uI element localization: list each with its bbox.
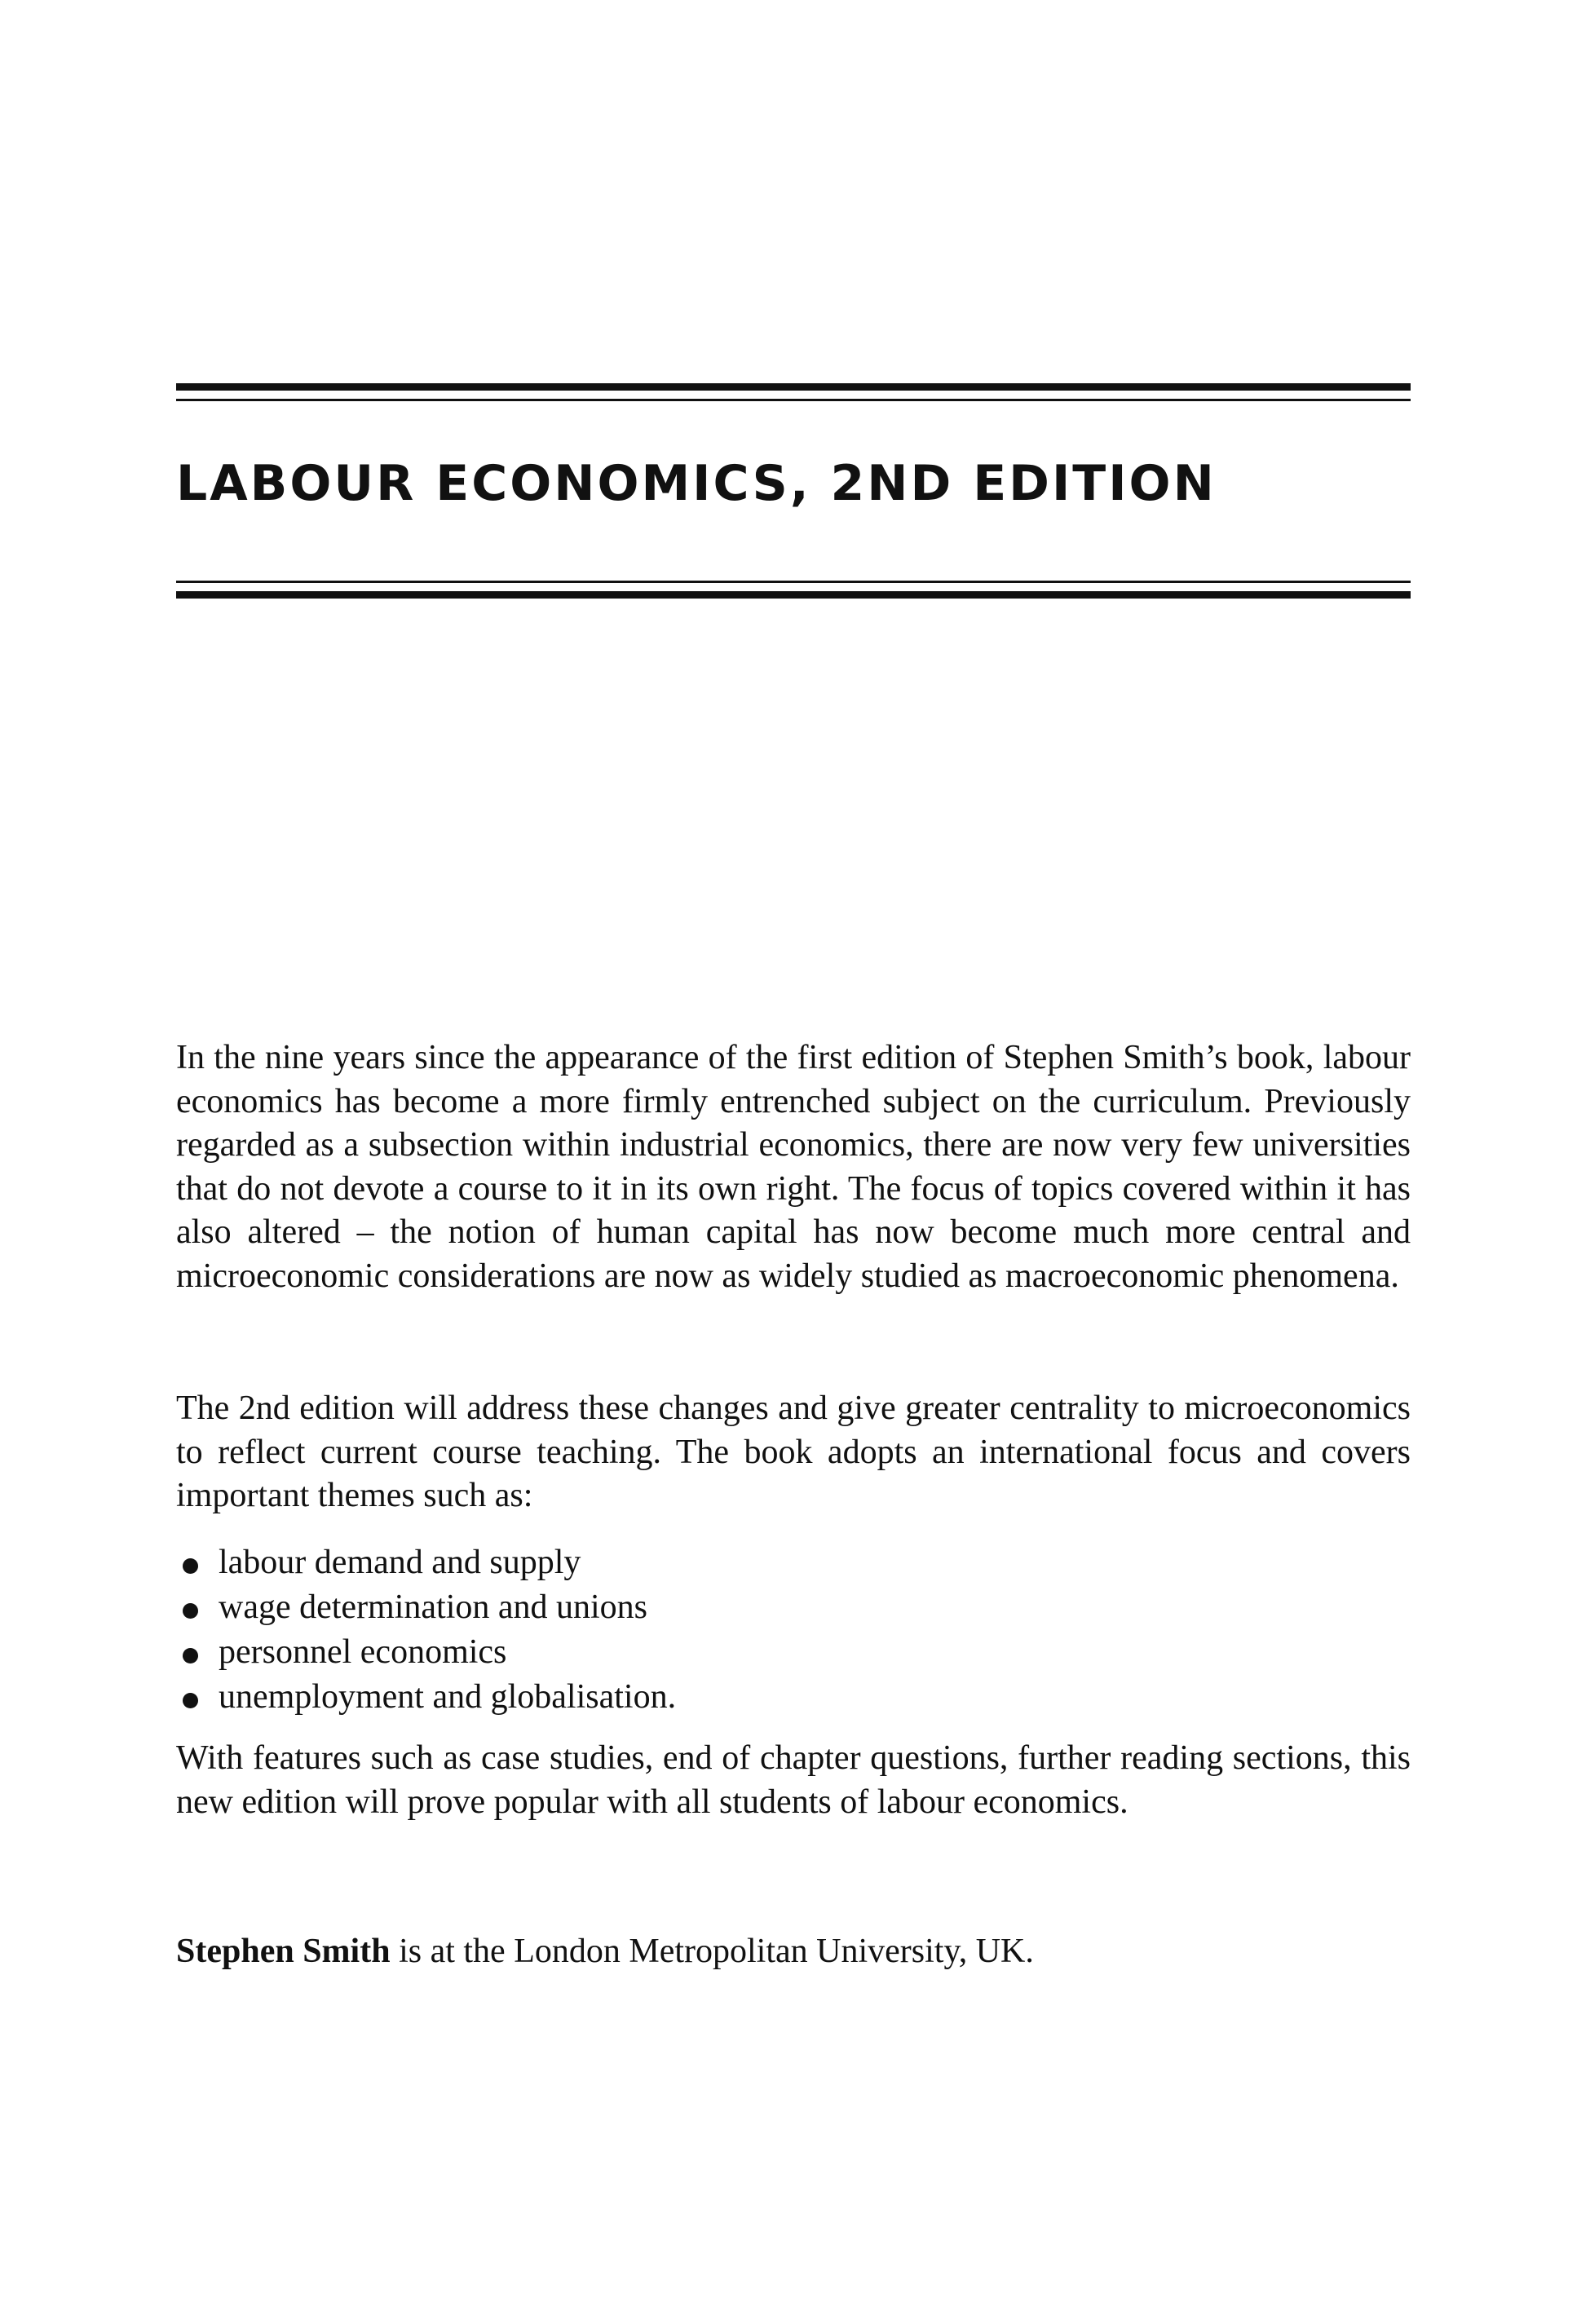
list-item — [176, 1540, 1411, 1585]
top-double-rule — [176, 383, 1411, 401]
bullet-icon — [183, 1558, 198, 1574]
closing-paragraph: With features such as case studies, end of chapter questions, further reading sections, this new edition will prove popular with all students of labour economics. — [176, 1739, 1411, 1821]
theme-text: personnel economics — [219, 1633, 507, 1671]
list-item — [176, 1630, 1411, 1675]
author-bio — [176, 1930, 1411, 1973]
theme-text: labour demand and supply — [219, 1544, 581, 1581]
bullet-icon — [183, 1603, 198, 1619]
intro-paragraph: In the nine years since the appearance of the first edition of Stephen Smith’s book, labour economics has become a more firmly entrenched subject on the curriculum. Previously regarded as a subsection within industrial economics, there are now very few universities that do not devote a course to it in its own right. The focus of topics covered within it has also altered – the notion of human capital has now become much more central and microeconomic considerations are now as widely studied as macroeconomic phenomena. — [176, 1039, 1411, 1295]
bottom-double-rule — [176, 581, 1411, 599]
author-affiliation: is at the London Metropolitan University, UK. — [390, 1933, 1034, 1970]
theme-text: wage determination and unions — [219, 1588, 648, 1626]
theme-text: unemployment and globalisation. — [219, 1678, 677, 1716]
book-title: LABOUR ECONOMICS, 2ND EDITION — [176, 455, 1217, 512]
bullet-icon — [183, 1693, 198, 1708]
top-thin-rule — [176, 399, 1411, 401]
top-thick-rule — [176, 383, 1411, 391]
themes-list — [176, 1540, 1411, 1720]
list-item — [176, 1585, 1411, 1630]
second-paragraph: The 2nd edition will address these changes and give greater centrality to microeconomics to reflect current course teaching. The book adopts an international focus and covers important themes such as: — [176, 1390, 1411, 1514]
bottom-thick-rule — [176, 591, 1411, 599]
author-name: Stephen Smith — [176, 1933, 391, 1970]
bottom-thin-rule — [176, 581, 1411, 583]
list-item — [176, 1675, 1411, 1720]
bullet-icon — [183, 1648, 198, 1663]
